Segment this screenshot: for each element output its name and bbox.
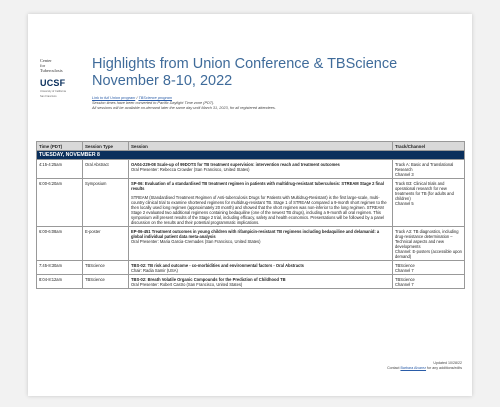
track-line: Channel 3: [395, 171, 414, 177]
union-program-link[interactable]: Link to full Union program: [92, 96, 136, 100]
cell-session-type: TBScience: [83, 275, 129, 289]
table-row: [37, 160, 465, 179]
tbscience-program-link[interactable]: TBScience program: [138, 96, 172, 100]
cell-track-channel: [393, 160, 465, 179]
document-page: [28, 14, 472, 396]
table-row: [37, 179, 465, 227]
cell-session: [129, 179, 393, 227]
cell-time: 7:45-8:30am: [37, 261, 83, 275]
session-title: TBS-02: Breath Volatile Organic Compounds for the Prediction of Childhood TB: [131, 276, 286, 282]
cell-session: [129, 261, 393, 275]
track-line: Channel 5: [395, 200, 414, 206]
logo-subtext: San Francisco: [40, 94, 57, 98]
contact-prefix: Contact: [387, 365, 401, 370]
track-line: Track A: Basic and Translational Research: [395, 161, 454, 172]
track-line: Channel 7: [395, 281, 414, 287]
session-title: EP-06-451 Treatment outcomes in young children with rifampicin-resistant TB regimens including bedaquiline and delamanid: a global individual patient data meta-analysis: [131, 228, 380, 239]
cell-session-type: E-poster: [83, 227, 129, 261]
session-title: OA04-229-08 Scale-up of 99DOTS for TB treatment supervision: intervention reach and treatment outcomes: [131, 161, 340, 167]
page-footer: [387, 361, 462, 370]
ucsf-wordmark: UCSF: [40, 77, 66, 88]
ctb-ucsf-logo: [40, 58, 80, 98]
session-presenter: Oral Presenter: Maria Garcia-Cremades (San Francisco, United States): [131, 238, 261, 244]
cell-time: 4:15-4:25am: [37, 160, 83, 179]
table-row: [37, 227, 465, 261]
session-presenter: Oral Presenter: Robert Castro (San Francisco, United States): [131, 281, 243, 287]
link-separator: /: [135, 96, 139, 100]
col-header-track: Track/Channel: [393, 142, 465, 151]
contact-line: [387, 366, 462, 371]
table-row: [37, 261, 465, 275]
cell-time: 8:04-8:12am: [37, 275, 83, 289]
col-header-session: Session: [129, 142, 393, 151]
col-header-type: Session Type: [83, 142, 129, 151]
cell-session: [129, 227, 393, 261]
on-demand-note: All sessions will be available on-demand later the same day until March 31, 2023, for all registered attendees.: [92, 106, 276, 110]
track-line: Channel 7: [395, 267, 414, 273]
cell-session-type: TBScience: [83, 261, 129, 275]
program-notes: [92, 96, 452, 111]
track-line: Track B3: Clinical trials and operational research for new treatments for TB (for adults and children): [395, 180, 454, 201]
cell-session-type: Symposium: [83, 179, 129, 227]
cell-track-channel: [393, 179, 465, 227]
cell-time: 6:00-6:20am: [37, 179, 83, 227]
contact-link[interactable]: Barbara Alvarez: [400, 365, 427, 370]
cell-session: [129, 160, 393, 179]
session-presenter: Oral Presenter: Rebecca Crowder (San Francisco, United States): [131, 166, 250, 172]
track-line: TBScience: [395, 262, 415, 268]
cell-track-channel: [393, 261, 465, 275]
page-title: [92, 56, 452, 90]
title-line-1: Highlights from Union Conference & TBScience: [92, 56, 398, 72]
day-label: TUESDAY, NOVEMBER 8: [37, 151, 465, 160]
cell-time: 6:00-6:08am: [37, 227, 83, 261]
track-line: Channel: E-posters (accessible upon demand): [395, 248, 462, 259]
table-row: [37, 275, 465, 289]
timezone-note: Session times have been converted to Pacific Daylight Time zone (PDT).: [92, 101, 215, 105]
session-description: STREAM (Standardised Treatment Regimen of Anti-tuberculosis Drugs for Patients with Multidrug-Resistant) is the first large-scale, multi-country clinical trial to examine shortened regimens for multidrug-resistant TB. Stage 1 of STREAM compared a 9-month short regimen to the then locally used long regimen (approximately 20 month) and showed that the short regimen was non-inferior to the long regimen. STREAM Stage 2 evaluated two additional regimens containing bedaquiline (one of the newest TB drugs), including a 9-month all oral regimen. This symposium will present results of the Stage 2 trial, including efficacy, safety and health economics. Presentations will be followed by a panel discussion on the results and their potential programmatic implications.: [131, 194, 387, 225]
logo-line: for: [40, 63, 46, 69]
contact-suffix: for any additions/edits: [426, 365, 462, 370]
title-line-2: November 8-10, 2022: [92, 73, 233, 89]
col-header-time: Time (PDT): [37, 142, 83, 151]
day-row: [37, 151, 465, 160]
session-title: SP-06: Evaluation of a standardised TB treatment regimen in patients with multidrug-resistant tuberculosis: STREAM Stage 2 final results: [131, 180, 384, 191]
cell-track-channel: [393, 227, 465, 261]
track-line: Track A3: TB diagnostics, including drug-resistance determination – Technical aspects and new developments: [395, 228, 459, 249]
schedule-table: [36, 141, 465, 289]
track-line: TBScience: [395, 276, 415, 282]
session-title: TBS-02: TB risk and outcome - co-morbidities and environmental factors - Oral Abstracts: [131, 262, 304, 268]
updated-date: Updated 10/28/22: [433, 361, 462, 365]
table-header-row: [37, 142, 465, 151]
cell-track-channel: [393, 275, 465, 289]
logo-subtext: University of California: [40, 89, 66, 93]
cell-session-type: Oral Abstract: [83, 160, 129, 179]
cell-session: [129, 275, 393, 289]
logo-line: Center: [40, 58, 52, 63]
logo-line: Tuberculosis: [40, 68, 63, 74]
session-presenter: Chair: Radia Samir (USA): [131, 267, 178, 273]
